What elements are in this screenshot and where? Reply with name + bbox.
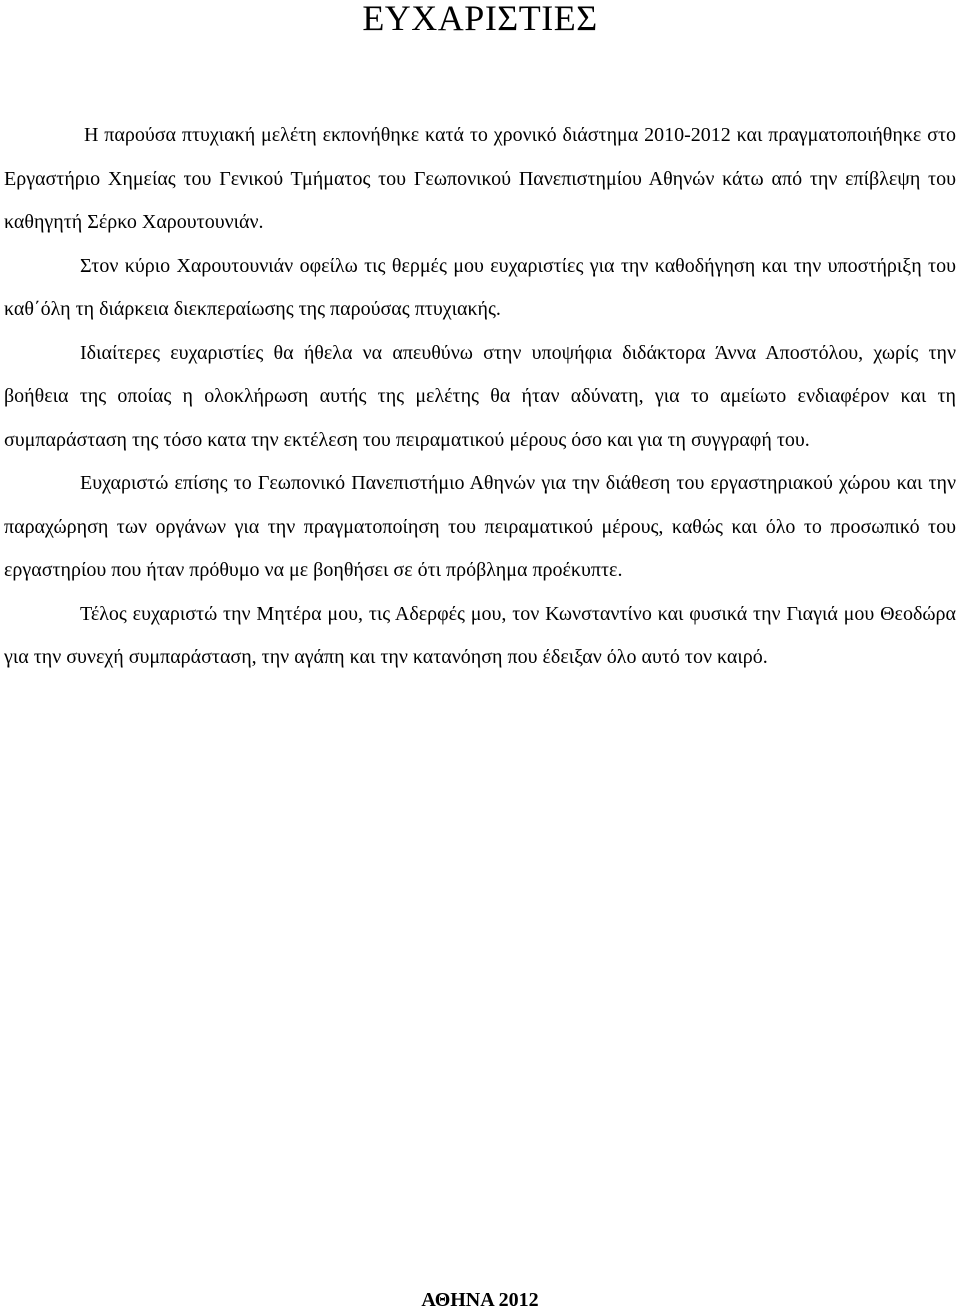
paragraph-thesis-context: Η παρούσα πτυχιακή μελέτη εκπονήθηκε κατά το χρονικό διάστημα 2010-2012 και πραγματοποιήθηκε στο Εργαστήριο Χημείας του Γενικού Τμήματος του Γεωπονικού Πανεπιστημίου Αθηνών κάτω από την επίβλεψη του καθηγητή Σέρκο Χαρουτουνιάν.: [4, 124, 956, 233]
footer-place-date: ΑΘΗΝΑ 2012: [421, 1289, 539, 1311]
paragraph-doctoral-candidate-thanks: Ιδιαίτερες ευχαριστίες θα ήθελα να απευθύνω στην υποψήφια διδάκτορα Άννα Αποστόλου, χωρίς την βοήθεια της οποίας η ολοκλήρωση αυτής της μελέτης θα ήταν αδύνατη, για το αμείωτο ενδιαφέρον και τη συμπαράσταση της τόσο κατα την εκτέλεση του πειραματικού μέρους όσο και για τη συγγραφή του.: [4, 341, 956, 451]
paragraph-university-thanks: Ευχαριστώ επίσης το Γεωπονικό Πανεπιστήμιο Αθηνών για την διάθεση του εργαστηριακού χώρου και την παραχώρηση των οργάνων για την πραγματοποίηση του πειραματικού μέρους, καθώς και όλο το προσωπικό του εργαστηρίου που ήταν πρόθυμο να με βοηθήσει σε ότι πρόβλημα προέκυπτε.: [4, 472, 956, 581]
paragraph-supervisor-thanks: Στον κύριο Χαρουτουνιάν οφείλω τις θερμές μου ευχαριστίες για την καθοδήγηση και την υποστήριξη του καθ΄όλη τη διάρκεια διεκπεραίωσης της παρούσας πτυχιακής.: [4, 254, 956, 320]
page-title: ΕΥΧΑΡΙΣΤΙΕΣ: [362, 0, 598, 38]
paragraph-family-thanks: Τέλος ευχαριστώ την Μητέρα μου, τις Αδερφές μου, τον Κωνσταντίνο και φυσικά την Γιαγιά μου Θεοδώρα για την συνεχή συμπαράσταση, την αγάπη και την κατανόηση που έδειξαν όλο αυτό τον καιρό.: [4, 602, 956, 668]
acknowledgements-body: [4, 114, 956, 680]
